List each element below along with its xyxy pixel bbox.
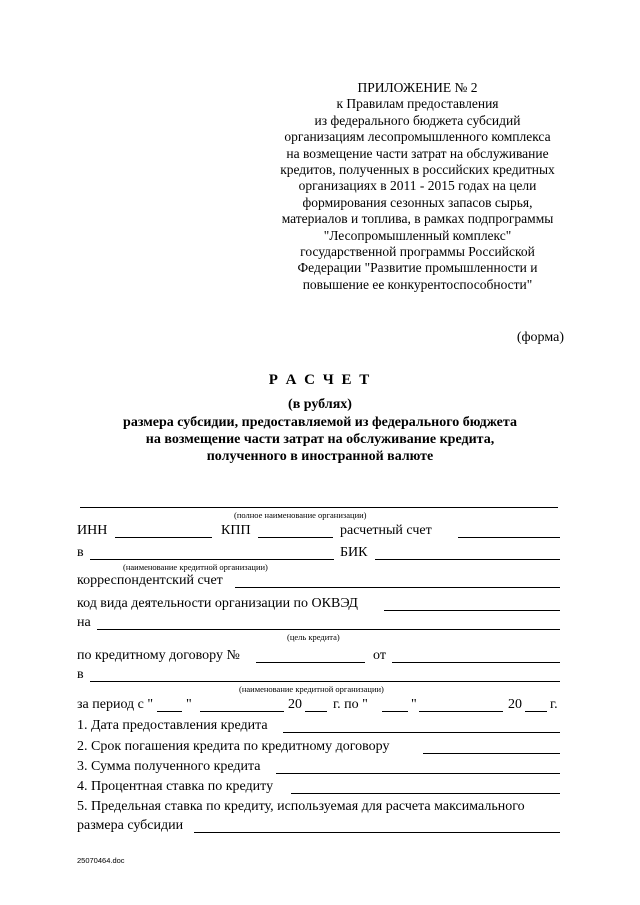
document-title: Р А С Ч Е Т <box>268 372 372 388</box>
appendix-line: повышение ее конкурентоспособности" <box>302 276 533 292</box>
loan-purpose-field[interactable] <box>97 629 560 630</box>
account-label: расчетный счет <box>340 523 432 538</box>
loan-purpose-caption: (цель кредита) <box>287 632 340 642</box>
appendix-line: кредитов, полученных в российских кредитных <box>280 162 555 178</box>
corr-account-field[interactable] <box>235 587 560 588</box>
forma-label: (форма) <box>516 330 564 345</box>
kpp-label: КПП <box>221 523 251 538</box>
bank2-name-caption: (наименование кредитной организации) <box>239 684 384 694</box>
item-2-field[interactable] <box>423 753 560 754</box>
item-3-field[interactable] <box>276 773 560 774</box>
period-to-century: 20 <box>508 697 522 712</box>
item-2-label: 2. Срок погашения кредита по кредитному договору <box>77 739 390 754</box>
appendix-line: организациях в 2011 - 2015 годах на цели <box>298 178 537 194</box>
appendix-line: формирования сезонных запасов сырья, <box>302 194 533 210</box>
appendix-line: "Лесопромышленный комплекс" <box>323 227 512 243</box>
item-3-label: 3. Сумма полученного кредита <box>77 759 261 774</box>
period-from-label: за период с " <box>77 697 154 712</box>
purpose-na-label: на <box>77 615 91 630</box>
inn-label: ИНН <box>77 523 108 538</box>
item-5-field[interactable] <box>194 832 560 833</box>
appendix-line: Федерации "Развитие промышленности и <box>297 260 538 276</box>
title-line: на возмещение части затрат на обслуживание кредита, <box>145 432 495 447</box>
appendix-block <box>245 80 590 293</box>
bank-name-caption: (наименование кредитной организации) <box>123 562 268 572</box>
org-name-caption: (полное наименование организации) <box>234 510 367 520</box>
okved-label: код вида деятельности организации по ОКВЭД <box>77 596 358 611</box>
bank-in-label: в <box>77 545 84 560</box>
contract-number-field[interactable] <box>256 662 365 663</box>
period-from-day-field[interactable] <box>157 711 182 712</box>
appendix-line: организациям лесопромышленного комплекса <box>284 129 551 145</box>
okved-field[interactable] <box>384 610 560 611</box>
title-line: размера субсидии, предоставляемой из федерального бюджета <box>123 415 517 430</box>
item-4-label: 4. Процентная ставка по кредиту <box>77 779 274 794</box>
bank2-in-label: в <box>77 667 84 682</box>
contract-ot-label: от <box>373 648 386 663</box>
item-1-label: 1. Дата предоставления кредита <box>77 718 268 733</box>
period-to-year-field[interactable] <box>525 711 547 712</box>
corr-account-label: корреспондентский счет <box>77 573 223 588</box>
bank-name-field[interactable] <box>90 559 334 560</box>
appendix-line: на возмещение части затрат на обслуживание <box>286 145 549 161</box>
period-quote-2: " <box>411 697 417 712</box>
appendix-heading: ПРИЛОЖЕНИЕ № 2 <box>357 80 478 95</box>
title-description <box>0 414 640 465</box>
item-5-label: 5. Предельная ставка по кредиту, используемая для расчета максимального <box>77 799 525 814</box>
contract-date-field[interactable] <box>392 662 560 663</box>
period-to-label: г. по " <box>333 697 368 712</box>
period-from-century: 20 <box>288 697 302 712</box>
period-year-suffix: г. <box>550 697 558 712</box>
title-units: (в рублях) <box>288 397 352 412</box>
period-quote-1: " <box>186 697 192 712</box>
kpp-field[interactable] <box>258 537 333 538</box>
item-4-field[interactable] <box>291 793 560 794</box>
appendix-line: из федерального бюджета субсидий <box>314 112 521 128</box>
appendix-line: к Правилам предоставления <box>336 96 499 112</box>
appendix-line: материалов и топлива, в рамках подпрограммы <box>281 211 554 227</box>
bik-label: БИК <box>340 545 368 560</box>
org-name-field[interactable] <box>80 507 558 508</box>
footer-filename: 25070464.doc <box>77 856 125 865</box>
period-to-day-field[interactable] <box>382 711 408 712</box>
bik-field[interactable] <box>375 559 560 560</box>
period-from-month-field[interactable] <box>200 711 284 712</box>
bank2-name-field[interactable] <box>90 681 560 682</box>
contract-label: по кредитному договору № <box>77 648 240 663</box>
period-to-month-field[interactable] <box>419 711 503 712</box>
appendix-line: государственной программы Российской <box>300 244 535 260</box>
account-field[interactable] <box>458 537 560 538</box>
appendix-lines <box>245 96 590 293</box>
inn-field[interactable] <box>115 537 212 538</box>
period-from-year-field[interactable] <box>305 711 327 712</box>
item-5-label-cont: размера субсидии <box>77 818 184 833</box>
title-line: полученного в иностранной валюте <box>206 449 434 464</box>
item-1-field[interactable] <box>283 732 560 733</box>
